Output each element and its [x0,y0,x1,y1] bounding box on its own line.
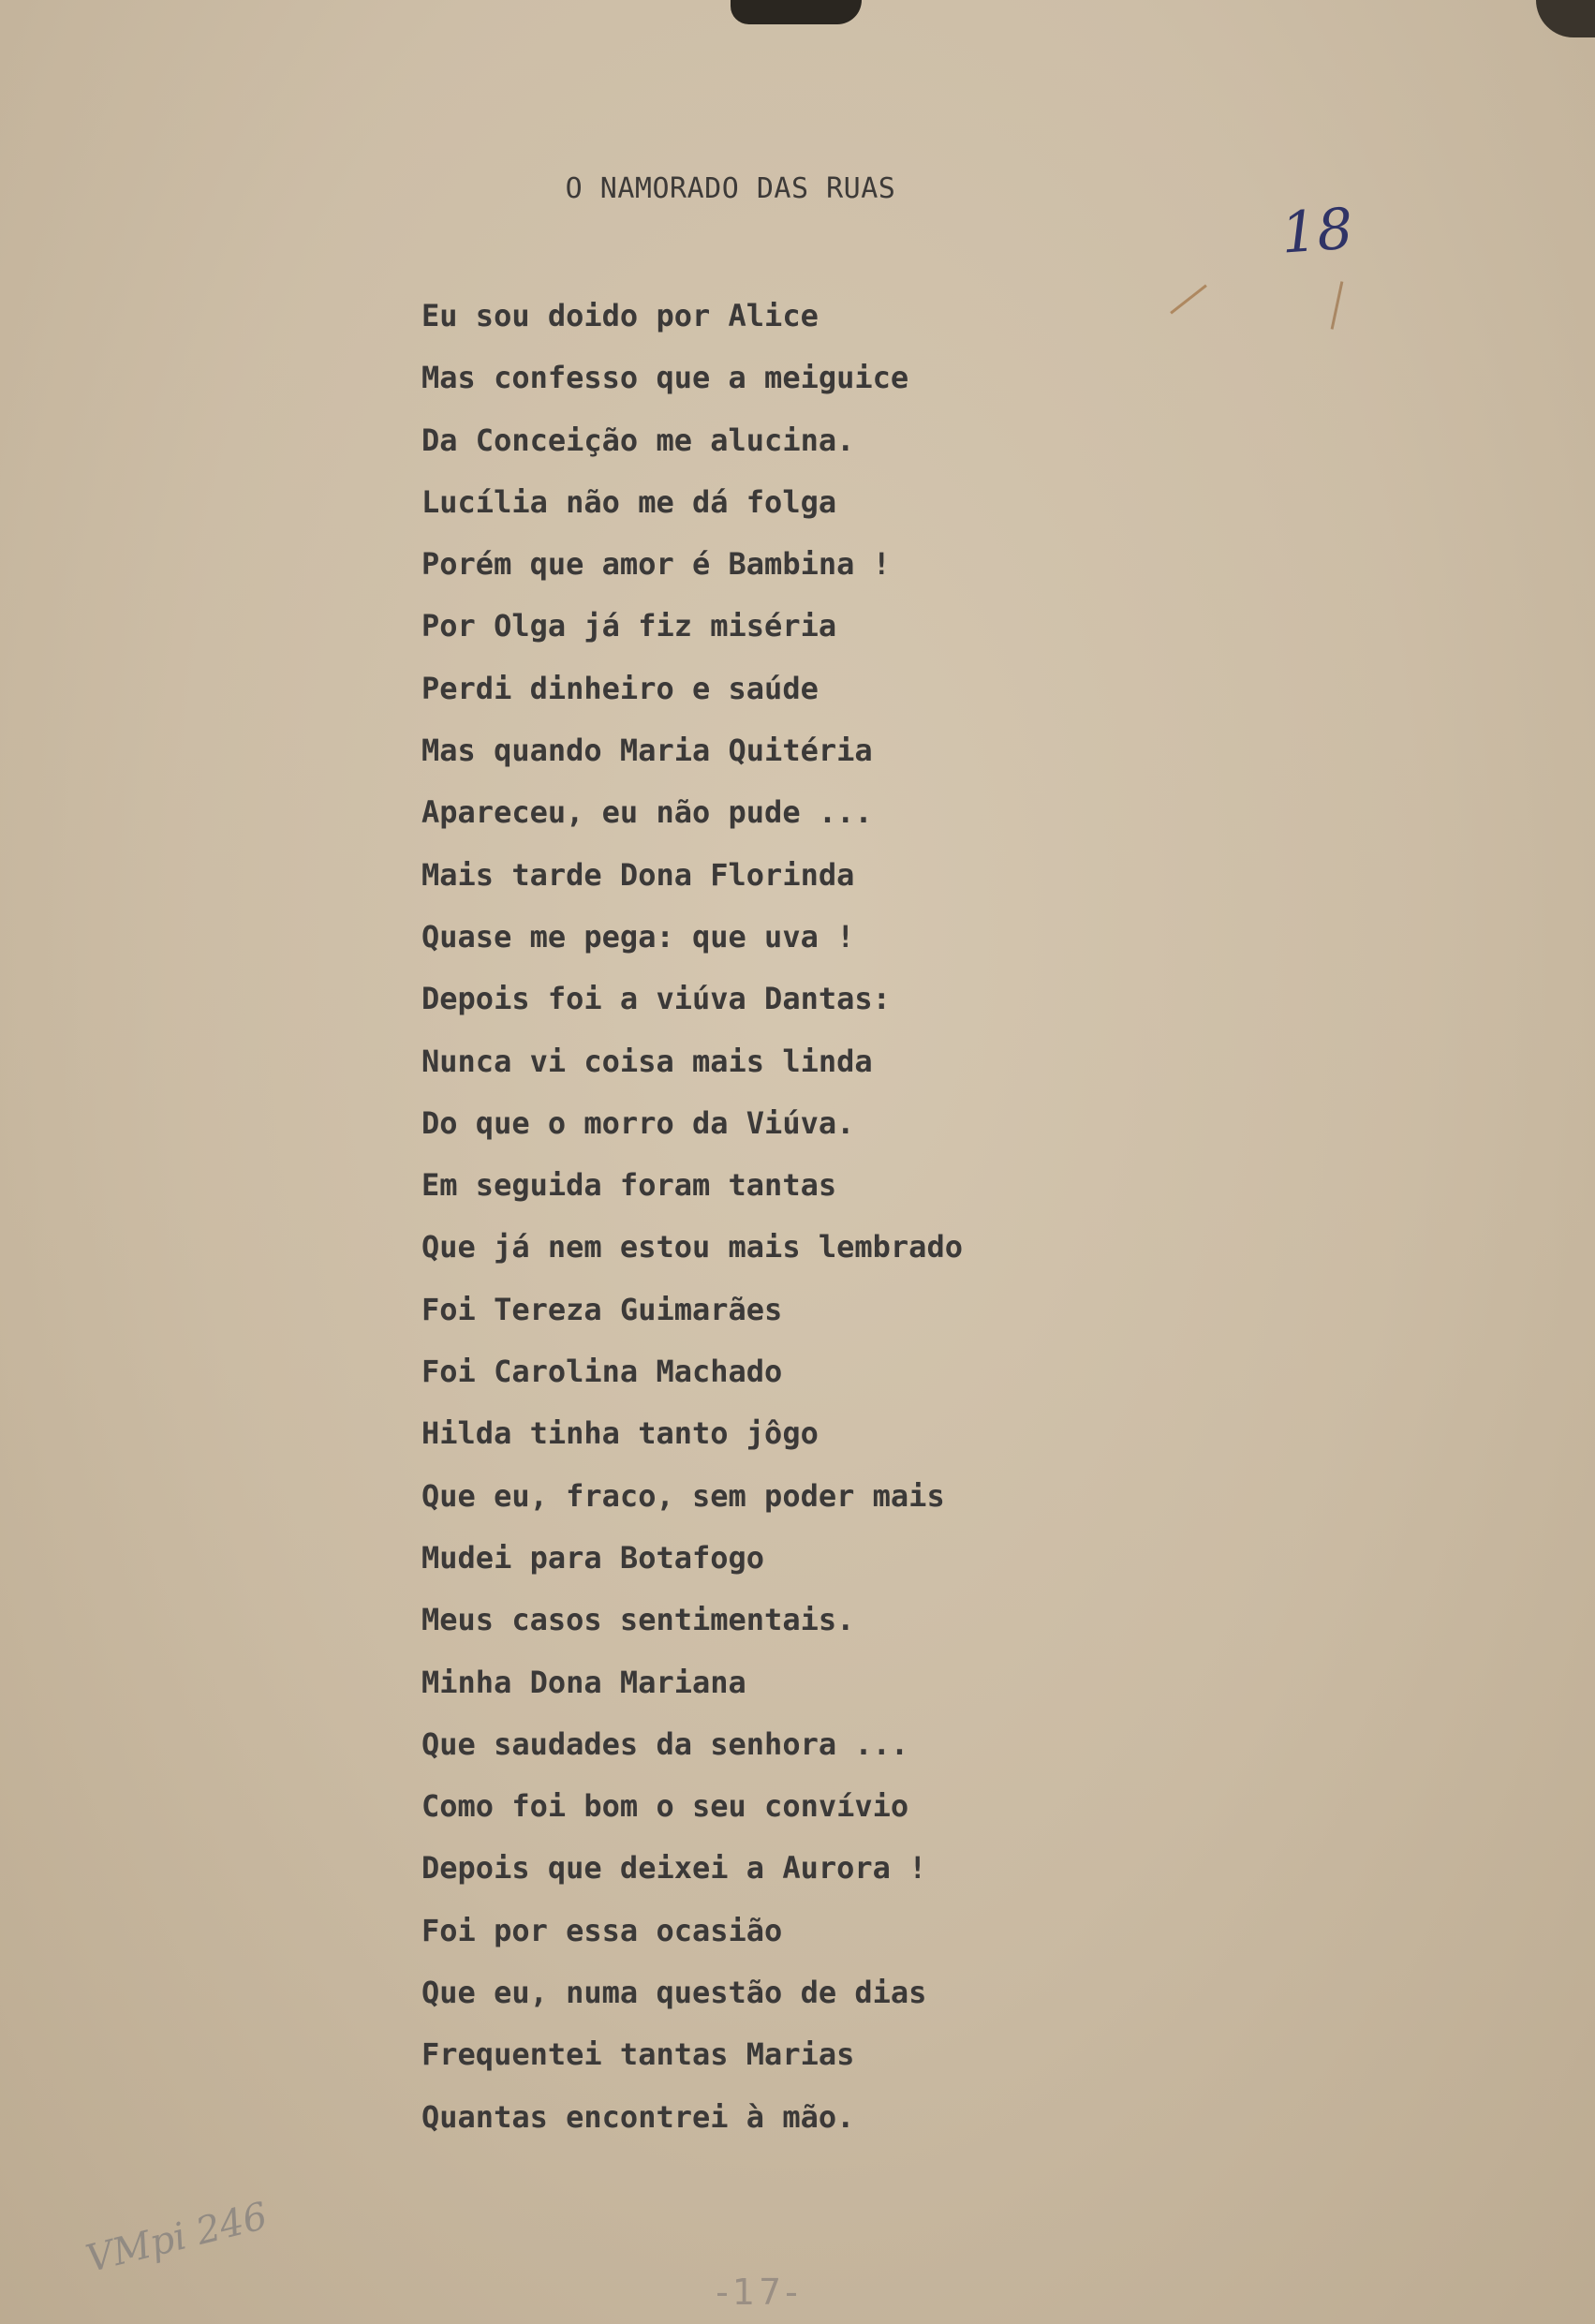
folio-number: 18 [1278,196,1355,267]
poem-line: Quantas encontrei à mão. [421,2098,855,2135]
torn-corner [1536,0,1595,37]
poem-line: Quase me pega: que uva ! [421,918,855,955]
poem-line: Mas quando Maria Quitéria [421,733,873,769]
poem-line: Que eu, numa questão de dias [421,1975,927,2011]
poem-line: Que já nem estou mais lembrado [421,1229,963,1266]
poem-line: Apareceu, eu não pude ... [421,794,873,831]
poem-line: Meus casos sentimentais. [421,1602,855,1638]
poem-line: Mais tarde Dona Florinda [421,856,855,893]
poem-line: Foi por essa ocasião [421,1912,783,1948]
poem-line: Minha Dona Mariana [421,1664,746,1700]
poem-line: Foi Carolina Machado [421,1354,783,1390]
torn-edge [731,0,862,24]
poem-line: Lucília não me dá folga [421,483,837,520]
poem-line: Em seguida foram tantas [421,1167,837,1204]
poem-line: Frequentei tantas Marias [421,2036,855,2073]
archive-note: VMpi 246 [81,2194,272,2282]
poem-line: Eu sou doido por Alice [421,298,819,333]
poem-line: Foi Tereza Guimarães [421,1291,783,1327]
poem-line: Mudei para Botafogo [421,1539,765,1576]
poem-line: Nunca vi coisa mais linda [421,1043,873,1079]
poem-line: Como foi bom o seu convívio [421,1788,909,1825]
poem-line: Depois foi a viúva Dantas: [421,981,891,1017]
pencil-mark [1331,281,1344,329]
poem-line: Porém que amor é Bambina ! [421,546,891,583]
poem-line: Depois que deixei a Aurora ! [421,1850,927,1887]
poem-line: Por Olga já fiz miséria [421,608,837,644]
poem-line: Perdi dinheiro e saúde [421,670,819,706]
poem-line: Do que o morro da Viúva. [421,1104,855,1141]
poem-line: Que saudades da senhora ... [421,1725,909,1762]
poem-body [421,290,963,2154]
poem-line: Que eu, fraco, sem poder mais [421,1477,945,1514]
poem-line: Da Conceição me alucina. [421,422,855,458]
poem-line: Hilda tinha tanto jôgo [421,1415,819,1452]
poem-line: Mas confesso que a meiguice [421,360,909,396]
page-number: -17- [716,2272,802,2313]
poem-title: O NAMORADO DAS RUAS [565,172,896,205]
pencil-mark [1170,285,1207,315]
